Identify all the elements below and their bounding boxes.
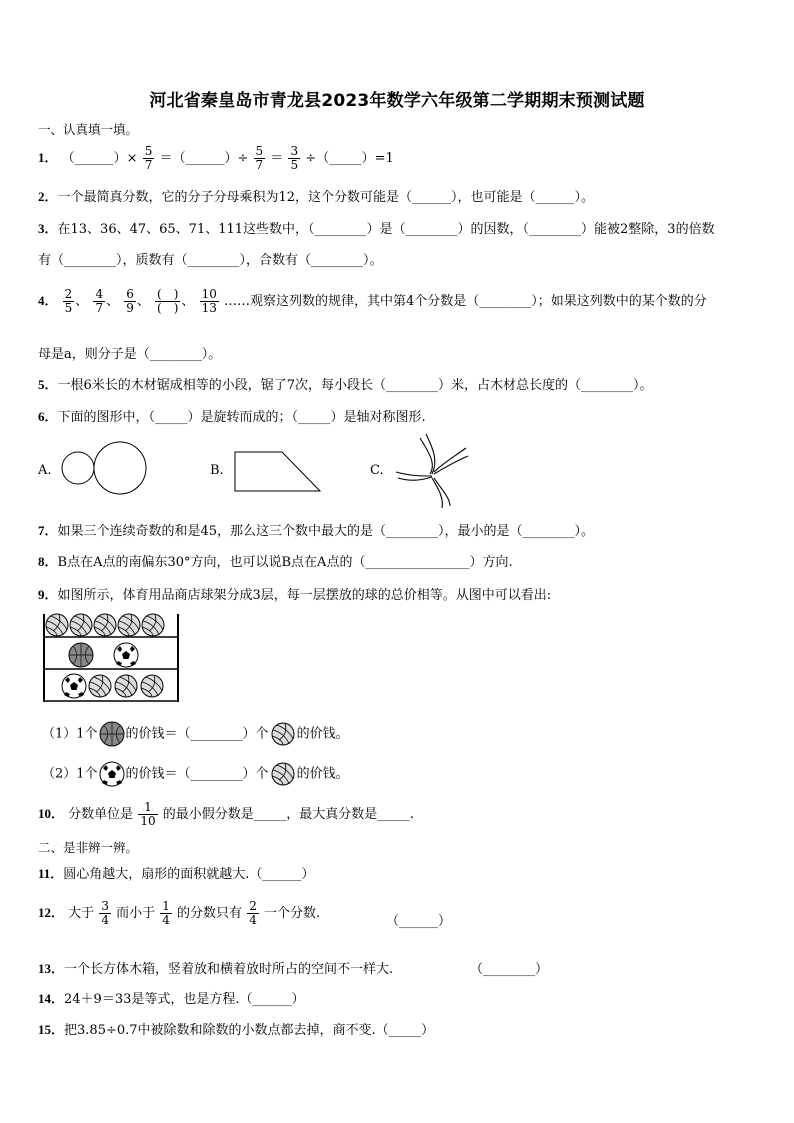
fraction [93,288,105,315]
question-number: 10． [38,806,65,821]
question-10 [38,801,414,828]
question-9 [38,584,551,603]
q1-part-c: ＝ [270,151,284,166]
q12-part-d: 一个分数. [263,906,321,921]
question-number: 15． [38,1022,65,1037]
fraction [160,900,172,927]
fraction [63,288,75,315]
question-number: 13． [38,961,65,976]
pinwheel-curves-figure [392,432,472,512]
q12-part-c: 的分数只有 [177,906,243,921]
fraction [99,900,111,927]
question-text: 一个长方体木箱，竖着放和横着放时所占的空间不一样大. [64,962,394,977]
question-text: 24＋9＝33是等式，也是方程.（______） [64,992,305,1007]
question-number: 4． [38,293,58,308]
separator: 、 [136,294,150,309]
question-9-part-2 [42,762,349,786]
question-1 [38,145,394,172]
question-15 [38,1019,434,1038]
question-text: 如图所示，体育用品商店球架分成3层，每一层摆放的球的总价相等。从图中可以看出: [57,588,552,603]
question-text: B点在A点的南偏东30°方向，也可以说B点在A点的（________________）方向. [57,555,513,570]
question-number: 8． [38,554,58,569]
q1-part-b: ＝（______）÷ [159,151,249,166]
part-text: 的价钱。 [296,766,349,782]
fraction [124,288,136,315]
part-text: （1）1个 [42,726,98,742]
question-number: 3． [38,221,58,236]
q1-part-d: ÷（_____）=1 [305,151,394,166]
fraction [288,145,300,172]
numerator: 2 [249,899,257,913]
numerator: 5 [144,144,153,158]
denominator: 5 [290,158,299,172]
denominator: 4 [162,913,170,927]
question-text: 如果三个连续奇数的和是45，那么这三个数中最大的是（________），最小的是（________）。 [57,524,595,539]
numerator: 6 [126,287,134,301]
option-c-label: C. [370,463,384,478]
question-3-continued: 有（________），质数有（________），合数有（________）。 [38,253,383,268]
numerator: 5 [255,144,264,158]
question-12 [38,900,320,927]
soccer-ball-icon [100,762,124,786]
page-title: 河北省秦皇岛市青龙县2023年数学六年级第二学期期末预测试题 [149,91,645,111]
fraction [254,145,266,172]
question-14 [38,988,305,1007]
q10-part-a: 分数单位是 [68,807,134,822]
question-2 [38,186,594,205]
question-9-part-1 [42,722,349,746]
question-8 [38,551,513,570]
question-4-continued: 母是a，则分子是（________）。 [38,347,222,362]
separator: 、 [106,294,120,309]
question-text: 一根6米长的木材锯成相等的小段，锯了7次，每小段长（________）米，占木材总长度的（________）。 [57,378,653,393]
question-5 [38,374,653,393]
question-text: 圆心角越大，扇形的面积就越大.（______） [63,867,315,882]
denominator: 7 [144,158,153,172]
numerator: 3 [101,899,109,913]
question-6 [38,406,426,425]
part-text: 的价钱＝（________）个 [125,766,269,782]
denominator: 13 [201,301,217,315]
numerator: 10 [201,287,217,301]
denominator: 4 [249,913,257,927]
question-number: 5． [38,377,58,392]
fraction [143,145,155,172]
basketball-icon [100,722,124,746]
ball-rack-figure [40,610,180,706]
q12-part-b: 而小于 [116,906,156,921]
question-13 [38,958,393,977]
question-number: 12． [38,905,65,920]
denominator: 9 [126,301,134,315]
volleyball-icon [271,722,295,746]
fraction [155,288,180,315]
question-text: 在13、36、47、65、71、111这些数中，（________）是（________）的因数，（________）能被2整除，3的倍数 [57,222,715,237]
question-text: 一个最简真分数，它的分子分母乘积为12，这个分数可能是（______），也可能是（______）。 [57,190,595,205]
denominator: 10 [140,814,156,828]
q12-part-a: 大于 [68,906,95,921]
question-number: 2． [38,189,58,204]
section-heading-2: 二、是非辨一辨。 [38,840,139,855]
numerator: 3 [290,144,299,158]
question-number: 7． [38,523,58,538]
numerator: 4 [95,287,104,301]
question-text: ……观察这列数的规律，其中第4个分数是（________）；如果这列数中的某个数的分 [224,294,707,309]
separator: 、 [181,294,195,309]
q12-answer-blank: （______） [386,914,452,929]
two-circles-figure [60,440,160,500]
trapezoid-figure [232,450,327,495]
fraction [138,801,157,828]
denominator: 4 [101,913,109,927]
question-number: 6． [38,409,58,424]
question-4 [38,288,707,315]
numerator: ( ) [157,287,179,301]
part-text: 的价钱＝（________）个 [125,726,269,742]
fraction [200,288,219,315]
option-b-label: B. [210,463,224,478]
q10-part-b: 的最小假分数是_____，最大真分数是_____. [162,807,414,822]
question-3 [38,218,715,237]
numerator: 1 [138,801,157,815]
question-number: 1． [38,150,58,165]
fraction [247,900,259,927]
question-number: 9． [38,587,58,602]
denominator: 7 [255,158,264,172]
part-text: 的价钱。 [296,726,349,742]
denominator: 7 [95,301,104,315]
q13-answer-blank: （________） [470,962,549,977]
separator: 、 [75,294,89,309]
denominator: 5 [64,301,73,315]
denominator: ( ) [157,301,179,315]
numerator: 2 [64,287,73,301]
part-text: （2）1个 [42,766,98,782]
question-11 [38,863,314,882]
question-number: 11． [38,866,64,881]
numerator: 1 [162,899,170,913]
volleyball-icon [271,762,295,786]
section-heading-1: 一、认真填一填。 [38,122,139,137]
question-number: 14． [38,991,65,1006]
q1-part-a: （______）× [61,151,138,166]
question-text: 下面的图形中，（_____）是旋转而成的；（_____）是轴对称图形. [57,410,426,425]
question-7 [38,520,594,539]
question-text: 把3.85÷0.7中被除数和除数的小数点都去掉，商不变.（_____） [64,1023,435,1038]
option-a-label: A. [38,463,52,478]
